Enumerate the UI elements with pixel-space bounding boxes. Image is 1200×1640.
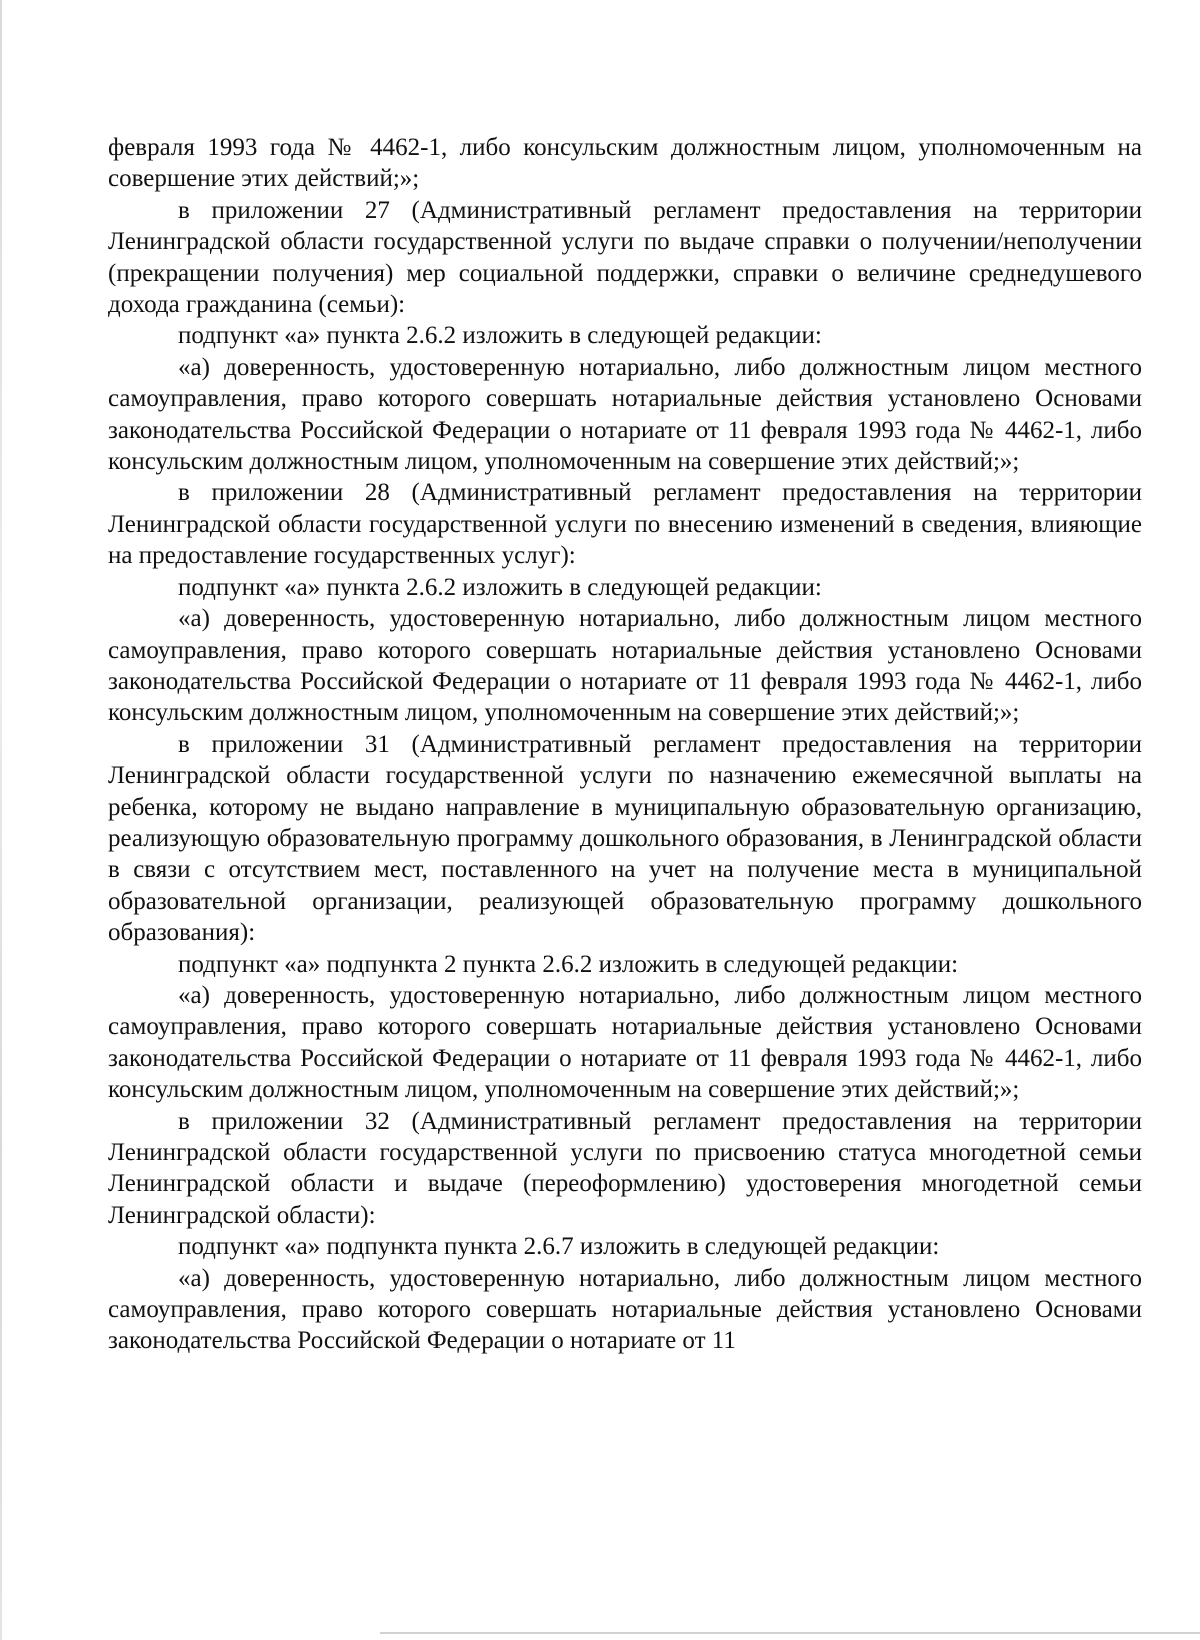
document-body (108, 132, 1142, 1357)
paragraph-subitem-heading: подпункт «а» пункта 2.6.2 изложить в следующей редакции: (178, 573, 822, 601)
paragraph-subitem-heading: подпункт «а» подпункта 2 пункта 2.6.2 изложить в следующей редакции: (178, 950, 959, 978)
paragraph-power-of-attorney: «а) доверенность, удостоверенную нотариально, либо должностным лицом местного самоуправления, право которого совершать нотариальные действия установлено Основами законодательства Российской Федерации о нотариате от 11 февраля 1993 года № 4462-1, либо консульским должностным лицом, уполномоченным на совершение этих действий;»; (108, 605, 1142, 727)
scan-edge-left (0, 0, 2, 1640)
paragraph-power-of-attorney: «а) доверенность, удостоверенную нотариально, либо должностным лицом местного самоуправления, право которого совершать нотариальные действия установлено Основами законодательства Российской Федерации о нотариате от 11 февраля 1993 года № 4462-1, либо консульским должностным лицом, уполномоченным на совершение этих действий;»; (108, 353, 1142, 476)
paragraph-continuation: февраля 1993 года № 4462-1, либо консульским должностным лицом, уполномоченным на совершение этих действий;»; (108, 134, 1142, 193)
scan-edge-bottom (380, 1632, 1200, 1634)
paragraph-appendix-28: в приложении 28 (Административный регламент предоставления на территории Ленинградской области государственной услуги по внесению изменений в сведения, влияющие на предоставление государственных услуг): (108, 479, 1142, 570)
paragraph-power-of-attorney: «а) доверенность, удостоверенную нотариально, либо должностным лицом местного самоуправления, право которого совершать нотариальные действия установлено Основами законодательства Российской Федерации о нотариате от 11 февраля 1993 года № 4462-1, либо консульским должностным лицом, уполномоченным на совершение этих действий;»; (108, 981, 1142, 1104)
paragraph-appendix-31: в приложении 31 (Административный регламент предоставления на территории Ленинградской области государственной услуги по назначению ежемесячной выплаты на ребенка, которому не выдано направление в муниципальную образовательную организацию, реализующую образовательную программу дошкольного образования, в Ленинградской области в связи с отсутствием мест, поставленного на учет на получение места в муниципальной образовательной организации, реализующей образовательную программу дошкольного образования): (108, 730, 1142, 947)
paragraph-subitem-heading: подпункт «а» пункта 2.6.2 изложить в следующей редакции: (178, 322, 822, 350)
paragraph-appendix-32: в приложении 32 (Административный регламент предоставления на территории Ленинградской области государственной услуги по присвоению статуса многодетной семьи Ленинградской области и выдаче (переоформлению) удостоверения многодетной семьи Ленинградской области): (108, 1107, 1142, 1229)
paragraph-appendix-27: в приложении 27 (Административный регламент предоставления на территории Ленинградской области государственной услуги по выдаче справки о получении/неполучении (прекращении получения) мер социальной поддержки, справки о величине среднедушевого дохода гражданина (семьи): (108, 196, 1142, 319)
paragraph-subitem-heading: подпункт «а» подпункта пункта 2.6.7 изложить в следующей редакции: (178, 1233, 940, 1261)
paragraph-power-of-attorney: «а) доверенность, удостоверенную нотариально, либо должностным лицом местного самоуправления, право которого совершать нотариальные действия установлено Основами законодательства Российской Федерации о нотариате от 11 (108, 1264, 1142, 1355)
